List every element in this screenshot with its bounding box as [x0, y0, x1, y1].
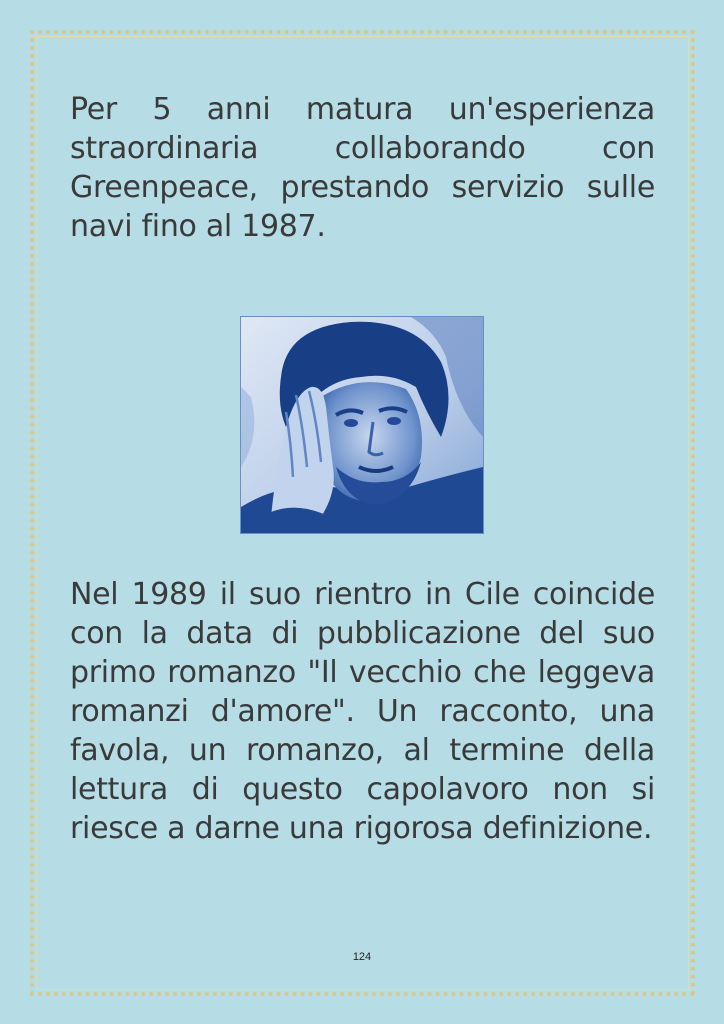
- author-portrait: [240, 316, 484, 534]
- page-number: 124: [352, 951, 372, 963]
- portrait-image: [241, 317, 483, 533]
- paragraph-novel: Nel 1989 il suo rientro in Cile coincide con la data di pubblicazione del suo primo romanzo "Il vecchio che leggeva romanzi d'amore". Un racconto, una favola, un romanzo, al termine della lettura di questo capolavoro non si riesce a darne una rigorosa definizione.: [70, 577, 655, 846]
- paragraph-greenpeace: Per 5 anni matura un'esperienza straordinaria collaborando con Greenpeace, prestando servizio sulle navi fino al 1987.: [70, 92, 655, 244]
